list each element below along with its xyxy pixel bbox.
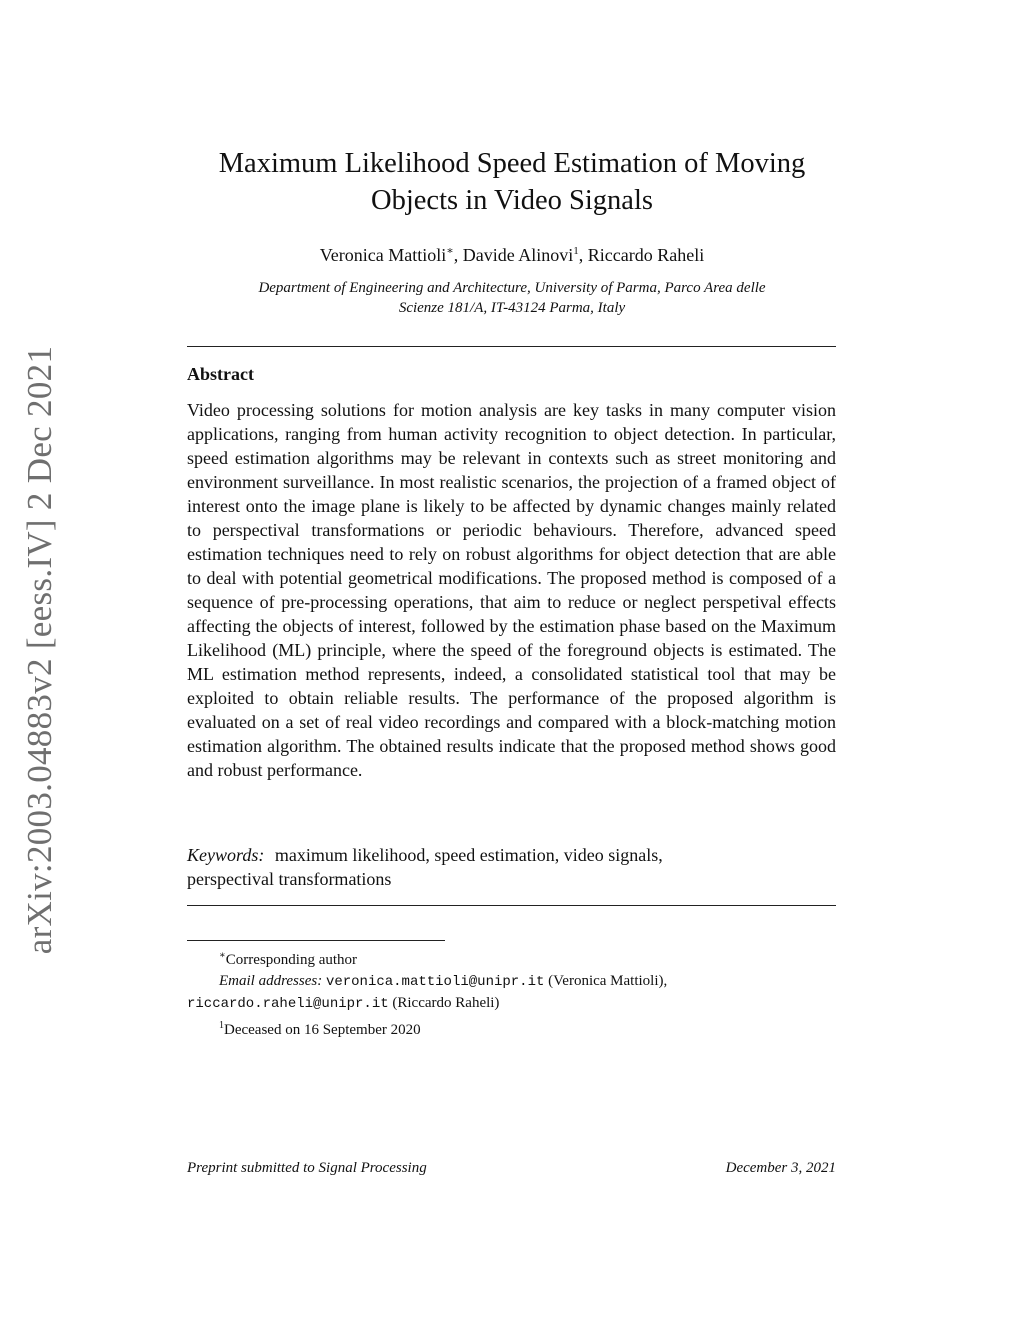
author-mark: 1: [573, 245, 579, 257]
abstract-top-rule: [187, 346, 836, 347]
title-line-1: Maximum Likelihood Speed Estimation of Moving: [218, 148, 806, 179]
abstract-text: Video processing solutions for motion analysis are key tasks in many computer vision applications, ranging from human activity recognition to object detection. In particular, speed estimation algorithms may be relevant in contexts such as street monitoring and environment surveillance. In most realistic scenarios, the projection of a framed object of interest onto the image plane is likely to be affected by dynamic changes mainly related to perspectival transformations or periodic behaviours. Therefore, advanced speed estimation techniques need to rely on robust algorithms for object detection that are able to deal with potential geometrical modifications. The proposed method is composed of a sequence of pre-processing operations, that aim to reduce or neglect perspetival effects affecting the objects of interest, followed by the estimation phase based on the Maximum Likelihood (ML) principle, where the speed of the foreground objects is estimated. The ML estimation method represents, indeed, a consolidated statistical tool that may be exploited to obtain reliable results. The performance of the proposed algorithm is evaluated on a set of real video recordings and compared with a block-matching motion estimation algorithm. The obtained results indicate that the proposed method shows good and robust performance.: [187, 400, 836, 780]
keywords-line-2: perspectival transformations: [187, 869, 392, 889]
email-link[interactable]: riccardo.raheli@unipr.it: [187, 996, 389, 1012]
footnotes: [187, 945, 836, 1041]
paper-title: [190, 145, 834, 219]
email-label: Email addresses:: [219, 973, 323, 989]
keywords: [187, 843, 836, 891]
email-link[interactable]: veronica.mattioli@unipr.it: [325, 974, 545, 990]
footnote-deceased: [187, 1015, 836, 1041]
affiliation: [190, 278, 834, 318]
abstract-heading: Abstract: [187, 364, 254, 384]
title-line-2: Objects in Video Signals: [371, 185, 653, 216]
footnote-text: Corresponding author: [225, 952, 358, 968]
author-name: Veronica Mattioli: [319, 245, 447, 265]
author-list: Veronica Mattioli∗, Davide Alinovi$^1$, Riccardo Raheli: [319, 245, 705, 265]
author-name: Riccardo Raheli: [587, 245, 705, 265]
footnote-text: Deceased on 16 September 2020: [224, 1022, 421, 1038]
arxiv-identifier: arXiv:2003.04883v2 [eess.IV] 2 Dec 2021: [20, 345, 59, 955]
keywords-line-1: maximum likelihood, speed estimation, video signals,: [274, 845, 663, 865]
keywords-label: Keywords:: [187, 845, 265, 865]
affiliation-line-1: Department of Engineering and Architecture, University of Parma, Parco Area delle: [258, 280, 766, 296]
preprint-note: Preprint submitted to Signal Processing: [187, 1160, 427, 1176]
footnote-emails: [187, 971, 836, 993]
abstract-bottom-rule: [187, 905, 836, 906]
email-owner: (Veronica Mattioli),: [548, 973, 668, 989]
email-owner: (Riccardo Raheli): [392, 995, 500, 1011]
author-name: Davide Alinovi: [462, 245, 574, 265]
footnote-mark: ∗: [219, 950, 226, 961]
footnote-emails-continued: [187, 993, 836, 1015]
footnote-corresponding: [187, 945, 836, 971]
footnote-rule: [187, 940, 445, 941]
affiliation-line-2: Scienze 181/A, IT-43124 Parma, Italy: [398, 300, 626, 316]
author-mark: ∗: [446, 245, 454, 257]
footnote-mark: 1: [219, 1020, 224, 1031]
preprint-date: December 3, 2021: [725, 1160, 836, 1176]
